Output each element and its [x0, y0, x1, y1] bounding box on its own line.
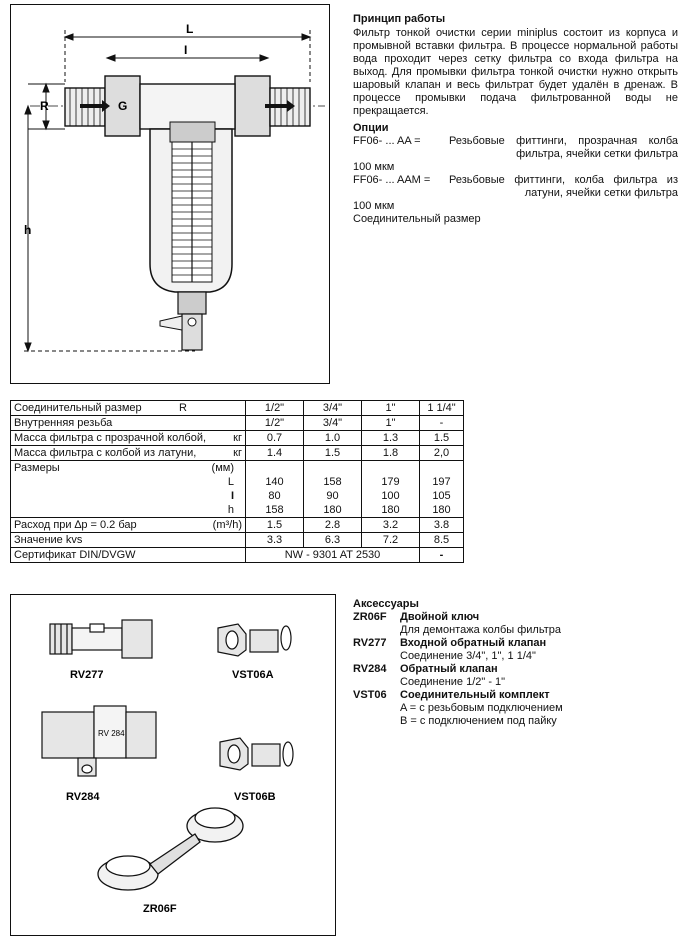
option-row	[353, 174, 678, 187]
vst06a-fitting-icon	[218, 624, 291, 656]
accessory-detail: A = с резьбовым подключением	[400, 702, 563, 714]
table-cell: Значение kvs	[11, 533, 246, 548]
option-desc: фильтра, ячейки сетки фильтра	[516, 148, 678, 160]
option-row	[353, 187, 678, 200]
accessory-detail: Для демонтажа колбы фильтра	[400, 624, 561, 636]
vst06b-label: VST06B	[234, 791, 276, 803]
table-row	[11, 416, 464, 431]
accessory-item: VST06 Соединительный комплект	[353, 689, 550, 701]
table-cell: 1.0	[304, 431, 362, 446]
rv284-valve-icon	[42, 706, 156, 776]
vst06a-label: VST06A	[232, 669, 274, 681]
dim-label-G: G	[118, 99, 128, 113]
table-cell: 1.4	[246, 446, 304, 461]
options-footnote: Соединительный размер	[353, 213, 481, 225]
table-row	[11, 431, 464, 446]
table-cell: 3.2	[362, 518, 420, 533]
filter-cross-section-diagram	[10, 4, 330, 384]
table-cell: 1/2"	[246, 401, 304, 416]
dim-label-R: R	[40, 99, 49, 113]
dim-label-l: I	[184, 43, 188, 57]
table-cell: Расход при ∆p = 0.2 бар (m³/h)	[11, 518, 246, 533]
rv277-valve-icon	[50, 620, 152, 658]
table-row	[11, 461, 464, 518]
table-cell: 3/4"	[304, 416, 362, 431]
table-cell: -	[420, 548, 464, 563]
option-row	[353, 148, 678, 161]
table-cell: -	[420, 416, 464, 431]
accessories-section	[353, 598, 683, 728]
table-cell: 7.2	[362, 533, 420, 548]
table-cell: 1.8	[362, 446, 420, 461]
table-cell: 2,0	[420, 446, 464, 461]
option-code: FF06- ... AA =	[353, 135, 421, 147]
table-row	[11, 533, 464, 548]
table-row	[11, 548, 464, 563]
accessories-title: Аксессуары	[353, 598, 419, 610]
option-desc: латуни, ячейки сетки фильтра	[524, 187, 678, 199]
table-cell: 179 100 180	[362, 461, 420, 518]
table-row	[11, 518, 464, 533]
table-cell: 1.5	[304, 446, 362, 461]
option-code: FF06- ... AAM =	[353, 174, 431, 186]
zr06f-label: ZR06F	[143, 903, 177, 915]
table-cell: 1.5	[420, 431, 464, 446]
table-cell: 2.8	[304, 518, 362, 533]
specification-table	[10, 400, 464, 563]
table-cell: 3.3	[246, 533, 304, 548]
table-cell: 140 80 158	[246, 461, 304, 518]
option-desc: Резьбовые фиттинги, колба фильтра из	[449, 174, 678, 186]
principle-title: Принцип работы	[353, 13, 446, 25]
accessory-detail: Соединение 1/2" - 1"	[400, 676, 506, 688]
options-section	[353, 122, 678, 226]
table-cell: 6.3	[304, 533, 362, 548]
table-cell: 1.3	[362, 431, 420, 446]
table-cell: 1.5	[246, 518, 304, 533]
table-cell: 3.8	[420, 518, 464, 533]
accessory-detail: Соединение 3/4", 1", 1 1/4"	[400, 650, 536, 662]
table-cell: 1/2"	[246, 416, 304, 431]
table-cell: Размеры (мм) L I h	[11, 461, 246, 518]
vst06b-fitting-icon	[220, 738, 293, 770]
table-cell: Масса фильтра с колбой из латуни, кг	[11, 446, 246, 461]
table-cell: 3/4"	[304, 401, 362, 416]
principle-body: Фильтр тонкой очистки серии miniplus состоит из корпуса и промывной вставки фильтра. В процессе нормальной работы вода проходит через сетку фильтра со входа фильтра на выход. Для промывки фильтра тонкой очистки нужно открыть шаровый клапан и весь фильтрат будет удалён в дренаж. В процессе промывки подача фильтрованной воды не прекращается.	[353, 27, 678, 117]
zr06f-wrench-icon	[98, 808, 243, 890]
table-cell: 197 105 180	[420, 461, 464, 518]
table-cell: Сертификат DIN/DVGW	[11, 548, 246, 563]
table-cell: Внутренняя резьба	[11, 416, 246, 431]
accessory-detail: B = с подключением под пайку	[400, 715, 557, 727]
table-cell: 158 90 180	[304, 461, 362, 518]
accessory-item: ZR06F Двойной ключ	[353, 611, 480, 623]
table-row	[11, 401, 464, 416]
table-cell: 1"	[362, 401, 420, 416]
option-row	[353, 135, 678, 148]
principle-section	[353, 13, 678, 118]
table-cell: 1"	[362, 416, 420, 431]
table-cell: Масса фильтра с прозрачной колбой, кг	[11, 431, 246, 446]
rv284-marking: RV 284	[98, 729, 125, 738]
dim-label-h: h	[24, 223, 32, 237]
accessory-item: RV277 Входной обратный клапан	[353, 637, 547, 649]
table-cell: NW - 9301 AT 2530	[246, 548, 420, 563]
table-cell: Соединительный размер R	[11, 401, 246, 416]
rv277-label: RV277	[70, 669, 104, 681]
rv284-label: RV284	[66, 791, 100, 803]
table-row	[11, 446, 464, 461]
accessory-item: RV284 Обратный клапан	[353, 663, 498, 675]
accessories-illustration	[10, 594, 336, 936]
dim-label-L: L	[186, 22, 194, 36]
table-cell: 0.7	[246, 431, 304, 446]
option-tail: 100 мкм	[353, 161, 395, 173]
options-title: Опции	[353, 122, 389, 134]
table-cell: 8.5	[420, 533, 464, 548]
table-cell: 1 1/4"	[420, 401, 464, 416]
option-tail: 100 мкм	[353, 200, 395, 212]
option-desc: Резьбовые фиттинги, прозрачная колба	[449, 135, 678, 147]
